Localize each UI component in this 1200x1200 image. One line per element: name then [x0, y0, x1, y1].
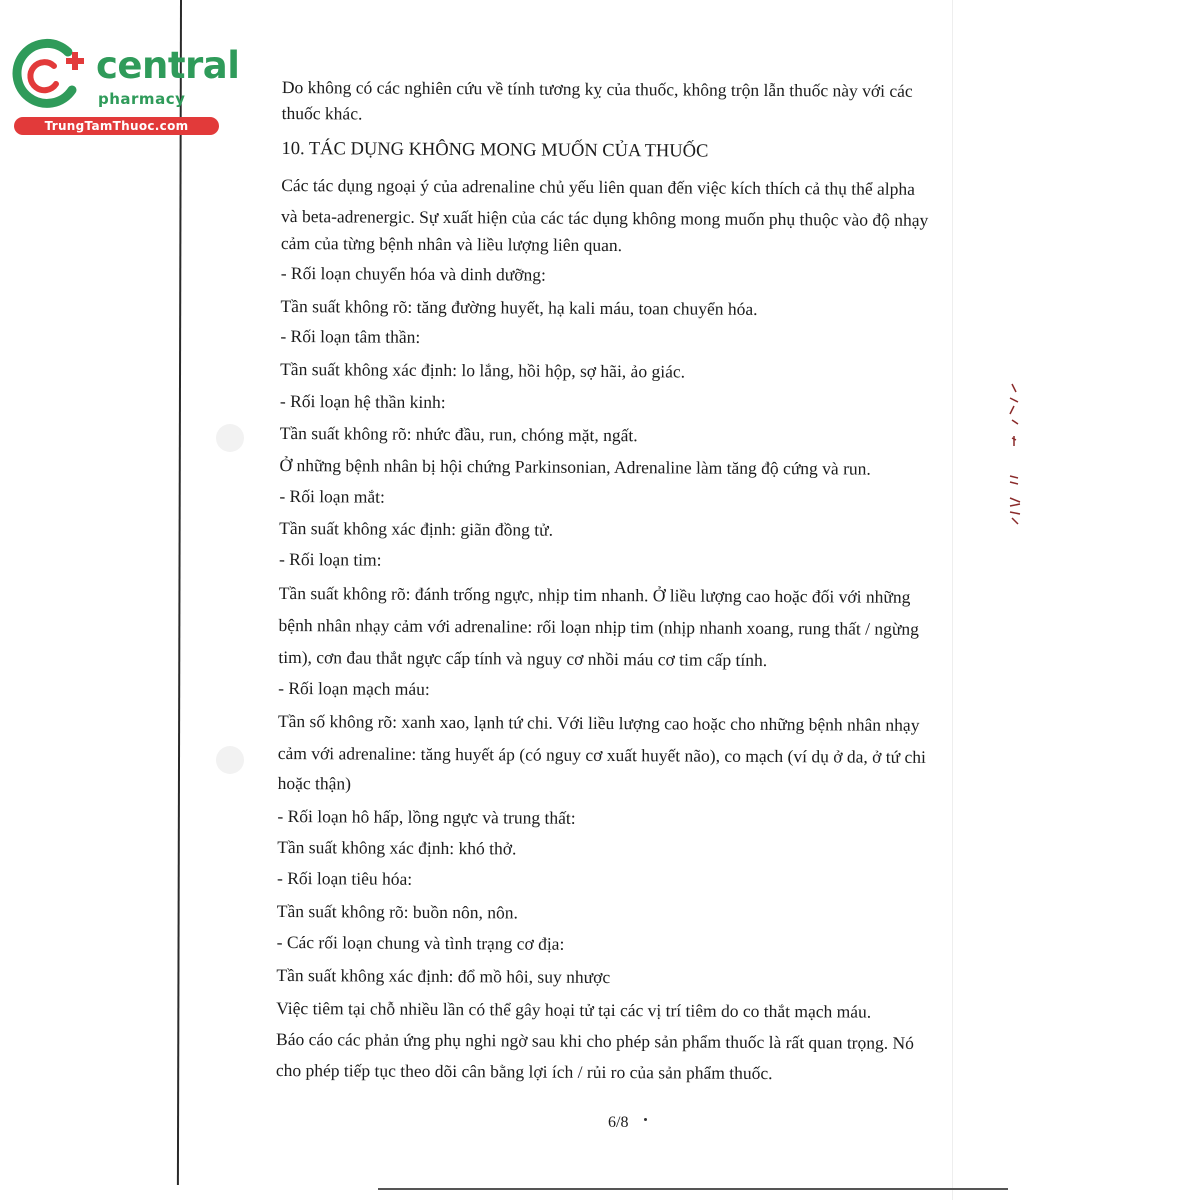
- text-line: Tần số không rõ: xanh xao, lạnh tứ chi. Với liều lượng cao hoặc cho những bệnh nhân nhạy: [277, 710, 920, 735]
- text-line: Báo cáo các phản ứng phụ nghi ngờ sau khi cho phép sản phẩm thuốc là rất quan trọng. Nó: [275, 1028, 914, 1053]
- text-line: Tần suất không xác định: đổ mồ hôi, suy nhược: [276, 964, 611, 988]
- text-line: cảm với adrenaline: tăng huyết áp (có nguy cơ xuất huyết não), co mạch (ví dụ ở da, ở tứ chi: [277, 742, 926, 767]
- logo-url-badge: TrungTamThuoc.com: [14, 117, 219, 135]
- text-line: cho phép tiếp tục theo dõi cân bằng lợi ích / rủi ro của sản phẩm thuốc.: [275, 1059, 773, 1084]
- text-line: và beta-adrenergic. Sự xuất hiện của các tác dụng không mong muốn phụ thuộc vào độ nhạy: [281, 205, 929, 230]
- text-line: tim), cơn đau thắt ngực cấp tính và nguy cơ nhồi máu cơ tim cấp tính.: [278, 646, 768, 670]
- text-line: Tần suất không rõ: đánh trống ngực, nhịp tim nhanh. Ở liều lượng cao hoặc đối với những: [278, 582, 911, 607]
- text-line: Tần suất không rõ: tăng đường huyết, hạ kali máu, toan chuyển hóa.: [280, 295, 758, 319]
- text-line: Ở những bệnh nhân bị hội chứng Parkinsonian, Adrenaline làm tăng độ cứng và run.: [279, 454, 871, 479]
- text-line: Tần suất không xác định: giãn đồng tử.: [279, 517, 554, 540]
- pharmacy-cross-icon: [10, 38, 90, 110]
- text-line: - Rối loạn tim:: [278, 548, 382, 570]
- text-line: Tần suất không rõ: nhức đầu, run, chóng mặt, ngất.: [279, 422, 638, 446]
- text-line: - Rối loạn hô hấp, lồng ngực và trung thất:: [277, 805, 576, 828]
- stamp-scribble-icon: [990, 380, 1030, 530]
- scan-edge-right: [952, 0, 953, 1200]
- document-body: [275, 66, 972, 1084]
- scan-edge-left: [177, 0, 182, 1185]
- text-line: thuốc khác.: [281, 102, 363, 124]
- text-line: Việc tiêm tại chỗ nhiều lần có thể gây hoại tử tại các vị trí tiêm do co thắt mạch máu.: [276, 997, 872, 1022]
- text-line: - Rối loạn tiêu hóa:: [276, 867, 413, 889]
- logo-name: central: [96, 44, 240, 87]
- page-number: 6/8: [608, 1114, 629, 1131]
- text-line: Tần suất không xác định: lo lắng, hồi hộp, sợ hãi, ảo giác.: [280, 358, 686, 382]
- text-line: bệnh nhân nhạy cảm với adrenaline: rối loạn nhịp tim (nhịp nhanh xoang, rung thất / ngừng: [278, 614, 919, 639]
- text-line: - Các rối loạn chung và tình trạng cơ địa:: [276, 931, 565, 954]
- text-line: - Rối loạn mạch máu:: [278, 677, 430, 699]
- text-line: hoặc thận): [277, 772, 352, 794]
- text-line: Tần suất không rõ: buồn nôn, nôn.: [276, 900, 518, 923]
- text-line: Các tác dụng ngoại ý của adrenaline chủ yếu liên quan đến việc kích thích cả thụ thể alpha: [281, 174, 915, 199]
- text-line: - Rối loạn chuyển hóa và dinh dưỡng:: [280, 262, 546, 285]
- text-line: cảm của từng bệnh nhân và liều lượng liên quan.: [280, 232, 623, 256]
- margin-stamp-mark: [990, 380, 1030, 530]
- text-line: - Rối loạn mắt:: [279, 485, 385, 507]
- text-line: Tần suất không xác định: khó thở.: [277, 836, 517, 859]
- scan-speck: [644, 1118, 647, 1121]
- text-line: - Rối loạn hệ thần kinh:: [279, 390, 446, 413]
- scan-smudge: [216, 746, 244, 774]
- text-line: Do không có các nghiên cứu về tính tương kỵ của thuốc, không trộn lẫn thuốc này với các: [281, 76, 913, 101]
- central-pharmacy-logo: [10, 38, 240, 138]
- text-line: - Rối loạn tâm thần:: [280, 325, 421, 347]
- scan-smudge: [216, 424, 244, 452]
- scan-edge-bottom: [378, 1188, 1008, 1190]
- section-heading: 10. TÁC DỤNG KHÔNG MONG MUỐN CỦA THUỐC: [281, 138, 709, 162]
- logo-subtitle: pharmacy: [98, 90, 186, 108]
